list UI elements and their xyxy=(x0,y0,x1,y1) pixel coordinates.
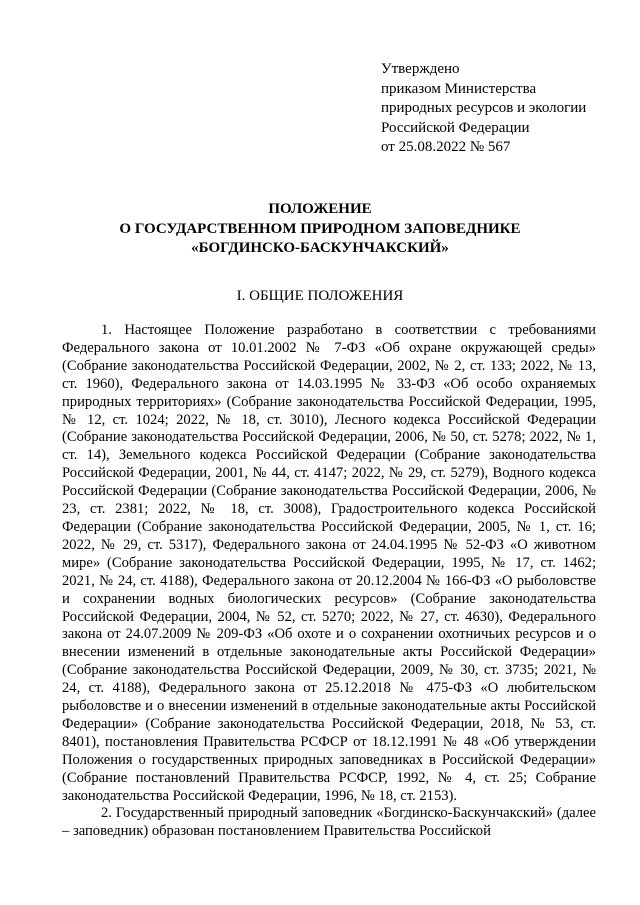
document-title xyxy=(0,200,640,259)
title-line: «БОГДИНСКО-БАСКУНЧАКСКИЙ» xyxy=(191,240,449,256)
document-body xyxy=(62,322,596,841)
title-line: ПОЛОЖЕНИЕ xyxy=(268,201,372,217)
paragraph-2: 2. Государственный природный заповедник «Богдинско-Баскунчакский» (далее – заповедник) образован постановлением Правительства Российской xyxy=(62,805,596,840)
approval-line: приказом Министерства xyxy=(381,80,537,97)
title-line: О ГОСУДАРСТВЕННОМ ПРИРОДНОМ ЗАПОВЕДНИКЕ xyxy=(119,220,521,237)
approval-block xyxy=(381,60,586,158)
paragraph-1: 1. Настоящее Положение разработано в соответствии с требованиями Федерального закона от 10.01.2002 № 7-ФЗ «Об охране окружающей среды» (Собрание законодательства Российской Федерации, 2002, № 2, ст. 133; 2022, № 13, ст. 1960), Федерального закона от 14.03.1995 № 33-ФЗ «Об особо охраняемых природных территориях» (Собрание законодательства Российской Федерации, 1995, № 12, ст. 1024; 2022, № 18, ст. 3010), Лесного кодекса Российской Федерации (Собрание законодательства Российской Федерации, 2006, № 50, ст. 5278; 2022, № 1, ст. 14), Земельного кодекса Российской Федерации (Собрание законодательства Российской Федерации, 2001, № 44, ст. 4147; 2022, № 29, ст. 5279), Водного кодекса Российской Федерации (Собрание законодательства Российской Федерации, 2006, № 23, ст. 2381; 2022, № 18, ст. 3008), Градостроительного кодекса Российской Федерации (Собрание законодательства Российской Федерации, 2005, № 1, ст. 16; 2022, № 29, ст. 5317), Федерального закона от 24.04.1995 № 52-ФЗ «О животном мире» (Собрание законодательства Российской Федерации, 1995, № 17, ст. 1462; 2021, № 24, ст. 4188), Федерального закона от 20.12.2004 № 166-ФЗ «О рыболовстве и сохранении водных биологических ресурсов» (Собрание законодательства Российской Федерации, 2004, № 52, ст. 5270; 2022, № 27, ст. 4630), Федерального закона от 24.07.2009 № 209-ФЗ «Об охоте и о сохранении охотничьих ресурсов и о внесении изменений в отдельные законодательные акты Российской Федерации» (Собрание законодательства Российской Федерации, 2009, № 30, ст. 3735; 2021, № 24, ст. 4188), Федерального закона от 25.12.2018 № 475-ФЗ «О любительском рыболовстве и о внесении изменений в отдельные законодательные акты Российской Федерации» (Собрание законодательства Российской Федерации, 2018, № 53, ст. 8401), постановления Правительства РСФСР от 18.12.1991 № 48 «Об утверждении Положения о государственных природных заповедниках в Российской Федерации» (Собрание постановлений Правительства РСФСР, 1992, № 4, ст. 25; Собрание законодательства Российской Федерации, 1996, № 18, ст. 2153). xyxy=(62,322,596,804)
section-heading: I. ОБЩИЕ ПОЛОЖЕНИЯ xyxy=(236,288,404,304)
approval-line: Российской Федерации xyxy=(381,119,530,136)
approval-line: Утверждено xyxy=(381,61,460,77)
approval-line: от 25.08.2022 № 567 xyxy=(381,139,511,155)
approval-line: природных ресурсов и экологии xyxy=(381,100,587,116)
